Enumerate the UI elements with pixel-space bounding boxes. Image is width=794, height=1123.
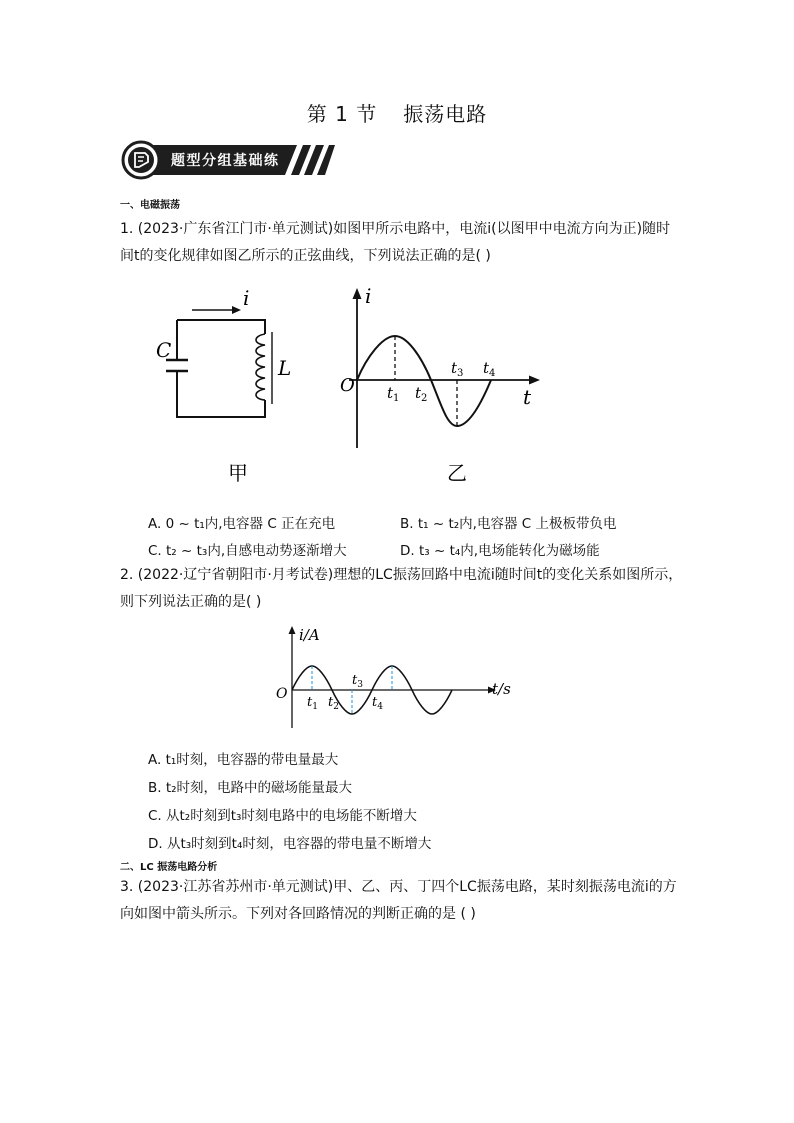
graph-2-xlabel: t/s: [492, 680, 511, 698]
graph-1-xlabel: t: [523, 385, 532, 409]
q1-option-b[interactable]: B. t₁ ~ t₂内,电容器 C 上极板带负电: [400, 516, 617, 532]
figure-circuit: [140, 284, 310, 494]
q2-option-b[interactable]: B. t₂时刻，电路中的磁场能量最大: [148, 780, 353, 796]
svg-text:t1: [307, 695, 318, 712]
figure-caption-jia: 甲: [228, 461, 248, 485]
question-2-line-1: 2. (2022·辽宁省朝阳市·月考试卷)理想的LC振荡回路中电流i随时间t的变化关系如图所示，: [120, 567, 683, 583]
q1-option-a[interactable]: A. 0 ~ t₁内,电容器 C 正在充电: [148, 516, 336, 532]
current-arrow-icon: [232, 306, 241, 314]
graph-1-t3-label: t: [451, 359, 458, 377]
section-banner: [121, 140, 335, 180]
graph-1-t2-sub: 2: [421, 393, 428, 404]
graph-2-t4-label: t: [372, 695, 378, 710]
graph-2-t1-sub: 1: [312, 702, 318, 712]
svg-text:t2: [328, 695, 339, 712]
graph-1-t2-label: t: [415, 384, 422, 402]
section-number: 第 1 节: [306, 102, 378, 126]
graph-2-t3-sub: 3: [357, 680, 363, 690]
figure-graph-2: [272, 620, 522, 732]
section-heading-2: 二、LC 振荡电路分析: [120, 862, 218, 873]
question-3-line-2: 向如图中箭头所示。下列对各回路情况的判断正确的是 ( ): [120, 906, 476, 922]
question-3-line-1: 3. (2023·江苏省苏州市·单元测试)甲、乙、丙、丁四个LC振荡电路，某时刻振荡电流i的方: [120, 879, 677, 895]
figure-graph-1: [335, 284, 550, 494]
page-title: [0, 98, 794, 127]
banner-graphic: [121, 140, 335, 180]
graph-2-ylabel: i/A: [299, 626, 320, 644]
banner-label: 题型分组基础练: [171, 153, 280, 169]
capacitor-label: C: [156, 338, 172, 362]
q2-option-a[interactable]: A. t₁时刻，电容器的带电量最大: [148, 752, 339, 768]
graph-1-t1-label: t: [387, 384, 394, 402]
graph-1-t1-sub: 1: [393, 393, 400, 404]
svg-text:t1: [387, 384, 399, 404]
graph-2-t2-label: t: [328, 695, 334, 710]
q2-option-c[interactable]: C. 从t₂时刻到t₃时刻电路中的电场能不断增大: [148, 808, 417, 824]
current-label: i: [243, 286, 250, 310]
graph-1-ylabel: i: [365, 284, 372, 308]
graph-2-t4-sub: 4: [377, 702, 383, 712]
graph-1-t4-sub: 4: [489, 368, 496, 379]
section-name: 振荡电路: [403, 102, 488, 126]
graph-2-t3-label: t: [352, 673, 358, 688]
graph-2-t1-label: t: [307, 695, 313, 710]
svg-text:t2: [415, 384, 427, 404]
question-2-line-2: 则下列说法正确的是( ): [120, 594, 262, 610]
graph-2-t2-sub: 2: [333, 702, 339, 712]
inductor-label: L: [278, 356, 292, 380]
q2-option-d[interactable]: D. 从t₃时刻到t₄时刻，电容器的带电量不断增大: [148, 836, 432, 852]
question-1-line-1: 1. (2023·广东省江门市·单元测试)如图甲所示电路中，电流i(以图甲中电流方向为正)随时: [120, 221, 671, 237]
svg-text:t3: [352, 673, 363, 690]
svg-text:t3: [451, 359, 463, 379]
y-axis-arrow-icon: [353, 288, 362, 299]
y-axis-arrow-icon-2: [289, 626, 296, 634]
section-heading-1: 一、电磁振荡: [120, 200, 180, 211]
graph-1-t4-label: t: [483, 359, 490, 377]
figure-caption-yi: 乙: [447, 461, 467, 485]
graph-1-t3-sub: 3: [457, 368, 464, 379]
svg-text:t4: [483, 359, 495, 379]
svg-text:t4: [372, 695, 383, 712]
x-axis-arrow-icon: [529, 376, 540, 385]
graph-1-origin: O: [340, 375, 355, 396]
question-1-line-2: 间t的变化规律如图乙所示的正弦曲线，下列说法正确的是( ): [120, 248, 491, 264]
q1-option-c[interactable]: C. t₂ ~ t₃内,自感电动势逐渐增大: [148, 543, 347, 559]
graph-2-origin: O: [276, 686, 288, 702]
q1-option-d[interactable]: D. t₃ ~ t₄内,电场能转化为磁场能: [400, 543, 600, 559]
